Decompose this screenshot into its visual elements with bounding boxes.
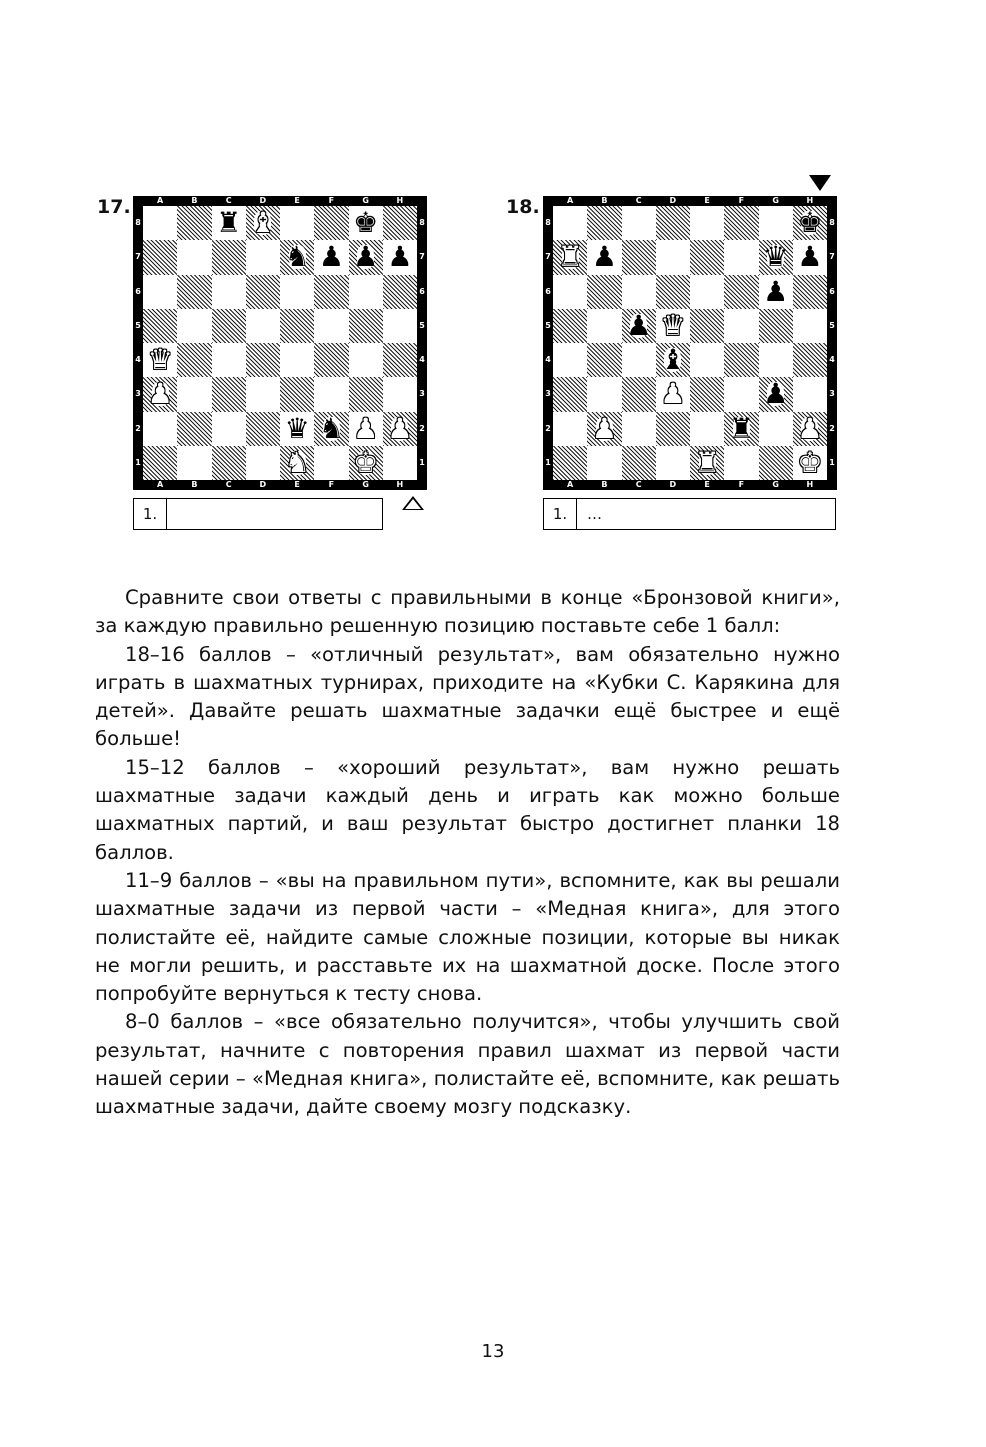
square-h1[interactable] <box>793 446 827 480</box>
square-b4[interactable] <box>177 343 211 377</box>
file-label-c: C <box>635 480 642 489</box>
square-f6[interactable] <box>724 275 758 309</box>
square-d1[interactable] <box>246 446 280 480</box>
rank-label-8: 8 <box>545 218 551 228</box>
square-e7[interactable] <box>690 240 724 274</box>
black-piece-icon[interactable]: ♛ <box>284 411 310 445</box>
white-piece-icon[interactable]: ♚ <box>797 445 823 479</box>
square-a8[interactable] <box>143 206 177 240</box>
square-b7[interactable] <box>587 240 621 274</box>
square-a6[interactable] <box>553 275 587 309</box>
square-c1[interactable] <box>622 446 656 480</box>
square-f3[interactable] <box>314 377 348 411</box>
black-piece-icon[interactable]: ♞ <box>318 411 344 445</box>
square-d7[interactable] <box>246 240 280 274</box>
rank-label-1: 1 <box>545 457 551 467</box>
white-piece-icon[interactable]: ♟ <box>147 377 173 411</box>
file-label-a: A <box>157 480 164 489</box>
square-c7[interactable] <box>212 240 246 274</box>
square-h6[interactable] <box>793 275 827 309</box>
file-label-b: B <box>191 480 198 489</box>
file-label-d: D <box>259 480 267 489</box>
square-c1[interactable] <box>212 446 246 480</box>
rank-label-5: 5 <box>135 320 141 330</box>
paragraph-score-18-16: 18–16 баллов – «отличный результат», вам обязательно нужно играть в шахматных турнирах, приходите на «Кубки С. Карякина для детей». Давайте решать шахматные задачки ещё быстрее и ещё больше! <box>95 642 840 751</box>
black-to-move-triangle-icon <box>809 175 831 191</box>
square-h8[interactable] <box>383 206 417 240</box>
square-f3[interactable] <box>724 377 758 411</box>
square-a2[interactable] <box>143 412 177 446</box>
square-f2[interactable] <box>314 412 348 446</box>
square-b6[interactable] <box>177 275 211 309</box>
instructions-text <box>95 584 840 1122</box>
file-label-b: B <box>191 196 198 205</box>
square-e3[interactable] <box>280 377 314 411</box>
square-h3[interactable] <box>383 377 417 411</box>
square-h1[interactable] <box>383 446 417 480</box>
square-h7[interactable] <box>383 240 417 274</box>
square-f7[interactable] <box>314 240 348 274</box>
file-label-f: F <box>328 196 335 205</box>
rank-label-4: 4 <box>419 355 425 365</box>
black-piece-icon[interactable]: ♝ <box>660 343 686 377</box>
rank-label-3: 3 <box>135 389 141 399</box>
file-label-g: G <box>362 196 369 205</box>
puzzle-17-number: 17. <box>97 196 131 218</box>
rank-label-5: 5 <box>829 320 835 330</box>
square-g4[interactable] <box>349 343 383 377</box>
square-d1[interactable] <box>656 446 690 480</box>
square-g6[interactable] <box>759 275 793 309</box>
black-piece-icon[interactable]: ♛ <box>763 240 789 274</box>
rank-label-1: 1 <box>135 457 141 467</box>
file-label-b: B <box>601 480 608 489</box>
file-label-g: G <box>772 196 779 205</box>
rank-label-3: 3 <box>829 389 835 399</box>
square-e4[interactable] <box>690 343 724 377</box>
square-c3[interactable] <box>212 377 246 411</box>
rank-label-1: 1 <box>829 457 835 467</box>
square-c4[interactable] <box>622 343 656 377</box>
black-piece-icon[interactable]: ♜ <box>728 411 754 445</box>
square-e1[interactable] <box>280 446 314 480</box>
black-piece-icon[interactable]: ♚ <box>353 206 379 240</box>
puzzle-17-answer-box[interactable] <box>133 498 383 530</box>
paragraph-score-11-9: 11–9 баллов – «вы на правильном пути», вспомните, как вы решали шахматные задачи из первой части – «Медная книга», для этого полистайте её, найдите самые сложные позиции, которые вы никак не могли решить, и расставьте их на шахматной доске. После этого попробуйте вернуться к тесту снова. <box>95 868 840 1006</box>
rank-label-8: 8 <box>135 218 141 228</box>
rank-label-5: 5 <box>419 320 425 330</box>
black-piece-icon[interactable]: ♟ <box>387 240 413 274</box>
square-a7[interactable] <box>143 240 177 274</box>
square-a5[interactable] <box>553 309 587 343</box>
square-a1[interactable] <box>553 446 587 480</box>
black-piece-icon[interactable]: ♞ <box>284 240 310 274</box>
square-b4[interactable] <box>587 343 621 377</box>
square-d4[interactable] <box>246 343 280 377</box>
square-g2[interactable] <box>759 412 793 446</box>
file-label-h: H <box>396 480 404 489</box>
square-h3[interactable] <box>793 377 827 411</box>
white-piece-icon[interactable]: ♝ <box>250 206 276 240</box>
rank-label-7: 7 <box>545 252 551 262</box>
square-h7[interactable] <box>793 240 827 274</box>
square-a1[interactable] <box>143 446 177 480</box>
square-c7[interactable] <box>622 240 656 274</box>
file-label-g: G <box>362 480 369 489</box>
square-e2[interactable] <box>690 412 724 446</box>
square-c8[interactable] <box>622 206 656 240</box>
square-h6[interactable] <box>383 275 417 309</box>
answer-move-number: 1. <box>544 499 577 529</box>
square-e6[interactable] <box>690 275 724 309</box>
square-d5[interactable] <box>246 309 280 343</box>
square-f5[interactable] <box>314 309 348 343</box>
rank-label-6: 6 <box>135 286 141 296</box>
board-grid <box>143 206 417 480</box>
square-b2[interactable] <box>587 412 621 446</box>
square-a4[interactable] <box>143 343 177 377</box>
square-b8[interactable] <box>587 206 621 240</box>
rank-label-6: 6 <box>419 286 425 296</box>
square-a6[interactable] <box>143 275 177 309</box>
square-b3[interactable] <box>587 377 621 411</box>
black-piece-icon[interactable]: ♚ <box>797 206 823 240</box>
square-g1[interactable] <box>349 446 383 480</box>
square-e4[interactable] <box>280 343 314 377</box>
square-c5[interactable] <box>212 309 246 343</box>
black-piece-icon[interactable]: ♜ <box>216 206 242 240</box>
file-label-d: D <box>259 196 267 205</box>
file-label-g: G <box>772 480 779 489</box>
square-c6[interactable] <box>212 275 246 309</box>
rank-label-7: 7 <box>829 252 835 262</box>
square-f1[interactable] <box>724 446 758 480</box>
square-a4[interactable] <box>553 343 587 377</box>
square-g1[interactable] <box>759 446 793 480</box>
square-e8[interactable] <box>690 206 724 240</box>
black-piece-icon[interactable]: ♟ <box>353 240 379 274</box>
square-f1[interactable] <box>314 446 348 480</box>
square-f4[interactable] <box>314 343 348 377</box>
paragraph-score-8-0: 8–0 баллов – «все обязательно получится», чтобы улучшить свой результат, начните с повторения правил шахмат из первой части нашей серии – «Медная книга», полистайте её, вспомните, как решать шахматные задачи, дайте своему мозгу подсказку. <box>95 1010 840 1119</box>
square-g3[interactable] <box>349 377 383 411</box>
black-piece-icon[interactable]: ♟ <box>626 308 652 342</box>
white-piece-icon[interactable]: ♟ <box>387 411 413 445</box>
square-a3[interactable] <box>553 377 587 411</box>
white-piece-icon[interactable]: ♛ <box>660 308 686 342</box>
paragraph-score-15-12: 15–12 баллов – «хороший результат», вам нужно решать шахматные задачи каждый день и играть как можно больше шахматных партий, и ваш результат быстро достигнет планки 18 баллов. <box>95 755 840 864</box>
square-c2[interactable] <box>212 412 246 446</box>
square-d2[interactable] <box>656 412 690 446</box>
file-label-h: H <box>396 196 404 205</box>
square-g6[interactable] <box>349 275 383 309</box>
file-label-c: C <box>225 196 232 205</box>
square-d4[interactable] <box>656 343 690 377</box>
square-h8[interactable] <box>793 206 827 240</box>
square-f2[interactable] <box>724 412 758 446</box>
file-label-a: A <box>567 196 574 205</box>
black-piece-icon[interactable]: ♟ <box>763 377 789 411</box>
rank-label-2: 2 <box>419 423 425 433</box>
square-g5[interactable] <box>759 309 793 343</box>
square-a2[interactable] <box>553 412 587 446</box>
file-label-f: F <box>328 480 335 489</box>
square-d7[interactable] <box>656 240 690 274</box>
file-label-c: C <box>225 480 232 489</box>
page-number: 13 <box>481 1341 505 1362</box>
square-h4[interactable] <box>793 343 827 377</box>
square-e2[interactable] <box>280 412 314 446</box>
white-piece-icon[interactable]: ♟ <box>797 411 823 445</box>
rank-label-7: 7 <box>419 252 425 262</box>
rank-label-2: 2 <box>135 423 141 433</box>
white-piece-icon[interactable]: ♟ <box>660 377 686 411</box>
square-h4[interactable] <box>383 343 417 377</box>
file-label-f: F <box>738 480 745 489</box>
white-piece-icon[interactable]: ♞ <box>284 445 310 479</box>
puzzle-18-board <box>543 196 837 490</box>
black-piece-icon[interactable]: ♟ <box>763 274 789 308</box>
square-h5[interactable] <box>793 309 827 343</box>
black-piece-icon[interactable]: ♟ <box>318 240 344 274</box>
rank-label-8: 8 <box>829 218 835 228</box>
white-piece-icon[interactable]: ♜ <box>557 240 583 274</box>
rank-label-6: 6 <box>545 286 551 296</box>
square-d6[interactable] <box>246 275 280 309</box>
square-b5[interactable] <box>587 309 621 343</box>
square-b1[interactable] <box>177 446 211 480</box>
square-c8[interactable] <box>212 206 246 240</box>
square-d6[interactable] <box>656 275 690 309</box>
square-b5[interactable] <box>177 309 211 343</box>
rank-label-3: 3 <box>419 389 425 399</box>
puzzle-17-board <box>133 196 427 490</box>
square-f5[interactable] <box>724 309 758 343</box>
white-piece-icon[interactable]: ♚ <box>353 445 379 479</box>
square-d3[interactable] <box>246 377 280 411</box>
square-g8[interactable] <box>759 206 793 240</box>
square-c2[interactable] <box>622 412 656 446</box>
file-label-f: F <box>738 196 745 205</box>
square-a7[interactable] <box>553 240 587 274</box>
rank-label-8: 8 <box>419 218 425 228</box>
rank-label-2: 2 <box>829 423 835 433</box>
file-label-e: E <box>294 480 300 489</box>
black-piece-icon[interactable]: ♟ <box>591 240 617 274</box>
answer-move-field[interactable] <box>167 499 177 529</box>
rank-label-4: 4 <box>829 355 835 365</box>
square-h5[interactable] <box>383 309 417 343</box>
square-f7[interactable] <box>724 240 758 274</box>
square-e5[interactable] <box>280 309 314 343</box>
square-b3[interactable] <box>177 377 211 411</box>
white-piece-icon[interactable]: ♛ <box>147 343 173 377</box>
black-piece-icon[interactable]: ♟ <box>797 240 823 274</box>
square-e1[interactable] <box>690 446 724 480</box>
file-label-e: E <box>704 480 710 489</box>
file-label-a: A <box>567 480 574 489</box>
rank-label-5: 5 <box>545 320 551 330</box>
rank-label-6: 6 <box>829 286 835 296</box>
square-g3[interactable] <box>759 377 793 411</box>
square-e8[interactable] <box>280 206 314 240</box>
square-b8[interactable] <box>177 206 211 240</box>
square-d5[interactable] <box>656 309 690 343</box>
square-d8[interactable] <box>246 206 280 240</box>
file-label-b: B <box>601 196 608 205</box>
square-c6[interactable] <box>622 275 656 309</box>
square-f8[interactable] <box>724 206 758 240</box>
square-b7[interactable] <box>177 240 211 274</box>
square-c5[interactable] <box>622 309 656 343</box>
square-f6[interactable] <box>314 275 348 309</box>
file-label-h: H <box>806 196 814 205</box>
file-label-d: D <box>669 480 677 489</box>
square-a5[interactable] <box>143 309 177 343</box>
square-f4[interactable] <box>724 343 758 377</box>
square-g4[interactable] <box>759 343 793 377</box>
square-g2[interactable] <box>349 412 383 446</box>
square-d8[interactable] <box>656 206 690 240</box>
square-g5[interactable] <box>349 309 383 343</box>
square-g8[interactable] <box>349 206 383 240</box>
square-e6[interactable] <box>280 275 314 309</box>
square-f8[interactable] <box>314 206 348 240</box>
rank-label-4: 4 <box>545 355 551 365</box>
white-piece-icon[interactable]: ♟ <box>591 411 617 445</box>
square-h2[interactable] <box>383 412 417 446</box>
square-d3[interactable] <box>656 377 690 411</box>
file-label-a: A <box>157 196 164 205</box>
paragraph-intro: Сравните свои ответы с правильными в конце «Бронзовой книги», за каждую правильно решенную позицию поставьте себе 1 балл: <box>95 586 840 638</box>
rank-label-2: 2 <box>545 423 551 433</box>
white-piece-icon[interactable]: ♟ <box>353 411 379 445</box>
square-a3[interactable] <box>143 377 177 411</box>
puzzle-18-answer-box[interactable] <box>543 498 836 530</box>
square-e3[interactable] <box>690 377 724 411</box>
rank-label-7: 7 <box>135 252 141 262</box>
file-label-c: C <box>635 196 642 205</box>
square-g7[interactable] <box>759 240 793 274</box>
file-label-d: D <box>669 196 677 205</box>
answer-move-field[interactable]: … <box>587 505 602 523</box>
file-label-e: E <box>704 196 710 205</box>
square-c3[interactable] <box>622 377 656 411</box>
square-h2[interactable] <box>793 412 827 446</box>
rank-label-4: 4 <box>135 355 141 365</box>
white-piece-icon[interactable]: ♜ <box>694 445 720 479</box>
square-c4[interactable] <box>212 343 246 377</box>
rank-label-1: 1 <box>419 457 425 467</box>
board-grid <box>553 206 827 480</box>
square-b2[interactable] <box>177 412 211 446</box>
file-label-h: H <box>806 480 814 489</box>
square-e7[interactable] <box>280 240 314 274</box>
square-b1[interactable] <box>587 446 621 480</box>
white-to-move-triangle-icon <box>402 496 424 510</box>
square-a8[interactable] <box>553 206 587 240</box>
square-b6[interactable] <box>587 275 621 309</box>
puzzle-18-number: 18. <box>506 196 540 218</box>
square-d2[interactable] <box>246 412 280 446</box>
square-e5[interactable] <box>690 309 724 343</box>
square-g7[interactable] <box>349 240 383 274</box>
rank-label-3: 3 <box>545 389 551 399</box>
answer-move-number: 1. <box>134 499 167 529</box>
file-label-e: E <box>294 196 300 205</box>
